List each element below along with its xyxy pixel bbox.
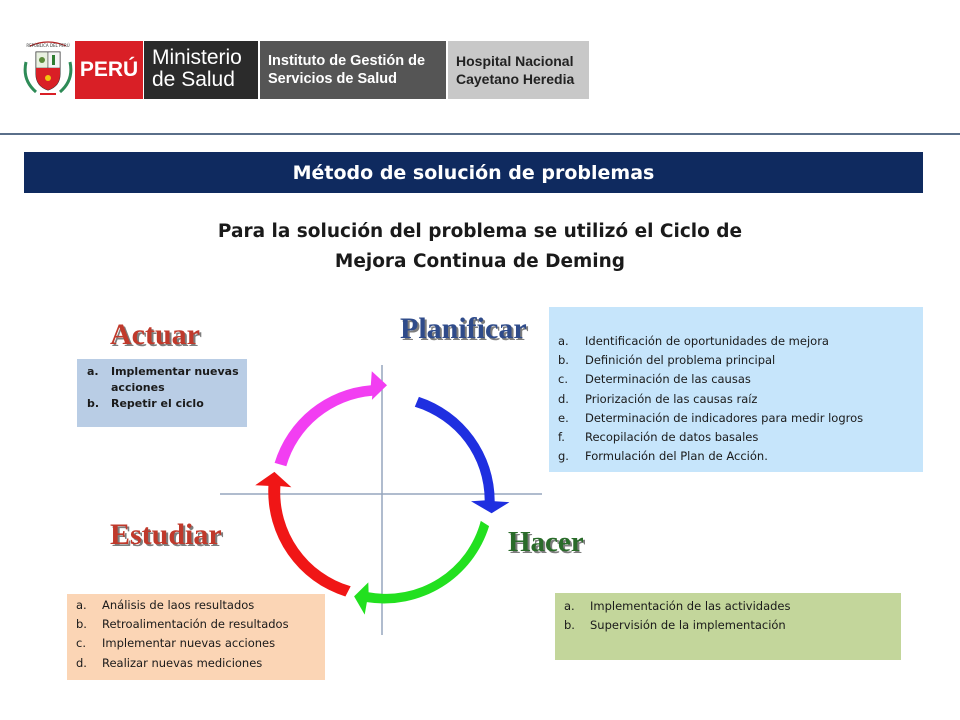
list-item: [558, 428, 915, 447]
actuar-steps-box: [77, 359, 247, 427]
list-text: Definición del problema principal: [585, 353, 776, 368]
list-marker: c.: [558, 372, 568, 387]
list-item: [76, 596, 319, 615]
list-text: Determinación de las causas: [585, 372, 751, 387]
shield-caption: REPÚBLICA DEL PERÚ: [26, 43, 70, 48]
list-text: Realizar nuevas mediciones: [102, 655, 263, 670]
list-text: Identificación de oportunidades de mejora: [585, 334, 829, 348]
peru-brand: PERÚ: [75, 41, 143, 99]
list-item: [87, 364, 241, 396]
list-text: Implementar nuevas acciones: [111, 365, 239, 394]
list-item: [558, 351, 915, 370]
hacer-arrow: [354, 521, 489, 615]
list-marker: b.: [558, 353, 569, 368]
list-marker: c.: [76, 636, 86, 651]
list-marker: a.: [76, 598, 87, 612]
list-item: [558, 409, 915, 428]
list-text: Implementar nuevas acciones: [102, 636, 276, 651]
estudiar-steps-box: [67, 594, 325, 680]
planificar-steps-box: [549, 307, 923, 472]
list-marker: b.: [76, 617, 87, 632]
phase-label-estudiar: Estudiar: [110, 518, 222, 551]
hospital-logo: [448, 41, 589, 99]
list-text: Formulación del Plan de Acción.: [585, 449, 768, 464]
subtitle-line-2: Mejora Continua de Deming: [334, 251, 626, 272]
list-text: Recopilación de datos basales: [585, 430, 759, 445]
list-item: [87, 396, 241, 412]
hospital-line-2: Cayetano Heredia: [456, 71, 575, 87]
phase-label-hacer: Hacer: [508, 526, 584, 558]
list-text: Repetir el ciclo: [111, 397, 204, 410]
hospital-line-1: Hospital Nacional: [456, 53, 574, 69]
list-text: Determinación de indicadores para medir logros: [585, 410, 864, 425]
list-text: Implementación de las actividades: [590, 599, 791, 613]
list-item: [564, 616, 895, 635]
list-item: [558, 332, 915, 351]
list-item: [558, 370, 915, 389]
list-marker: a.: [87, 365, 99, 378]
list-marker: b.: [87, 397, 100, 410]
slide-subtitle: [140, 217, 820, 277]
list-marker: a.: [564, 599, 575, 613]
ministry-line-2: de Salud: [152, 68, 235, 91]
list-marker: g.: [558, 449, 569, 464]
list-item: [564, 597, 895, 616]
peru-coat-of-arms-icon: [22, 40, 74, 100]
ministerio-de-salud-logo: [144, 41, 258, 99]
ministry-line-1: Ministerio: [152, 46, 242, 69]
list-marker: d.: [76, 655, 87, 670]
list-text: Análisis de laos resultados: [102, 598, 255, 612]
phase-label-actuar: Actuar: [110, 318, 200, 351]
actuar-arrow: [275, 371, 387, 466]
planificar-arrow: [415, 397, 510, 513]
actuar-steps-list: [87, 364, 241, 412]
planificar-steps-list: [558, 332, 915, 466]
list-item: [76, 654, 319, 673]
list-marker: f.: [558, 430, 565, 445]
list-text: Priorización de las causas raíz: [585, 391, 758, 406]
header-divider: [0, 133, 960, 135]
list-marker: d.: [558, 391, 569, 406]
estudiar-steps-list: [76, 596, 319, 673]
list-item: [76, 615, 319, 634]
list-item: [558, 390, 915, 409]
institute-line-1: Instituto de Gestión de: [268, 53, 426, 69]
instituto-logo: [260, 41, 446, 99]
estudiar-arrow: [255, 472, 351, 597]
hacer-steps-box: [555, 593, 901, 660]
list-item: [558, 447, 915, 466]
list-text: Retroalimentación de resultados: [102, 617, 289, 632]
list-marker: e.: [558, 410, 569, 425]
list-item: [76, 634, 319, 653]
list-marker: b.: [564, 618, 575, 633]
subtitle-line-1: Para la solución del problema se utilizó el Ciclo de: [217, 221, 743, 242]
institute-line-2: Servicios de Salud: [268, 71, 397, 87]
hacer-steps-list: [564, 597, 895, 635]
list-text: Supervisión de la implementación: [590, 618, 786, 633]
list-marker: a.: [558, 334, 569, 348]
phase-label-planificar: Planificar: [400, 312, 527, 345]
slide-title: Método de solución de problemas: [24, 152, 923, 193]
